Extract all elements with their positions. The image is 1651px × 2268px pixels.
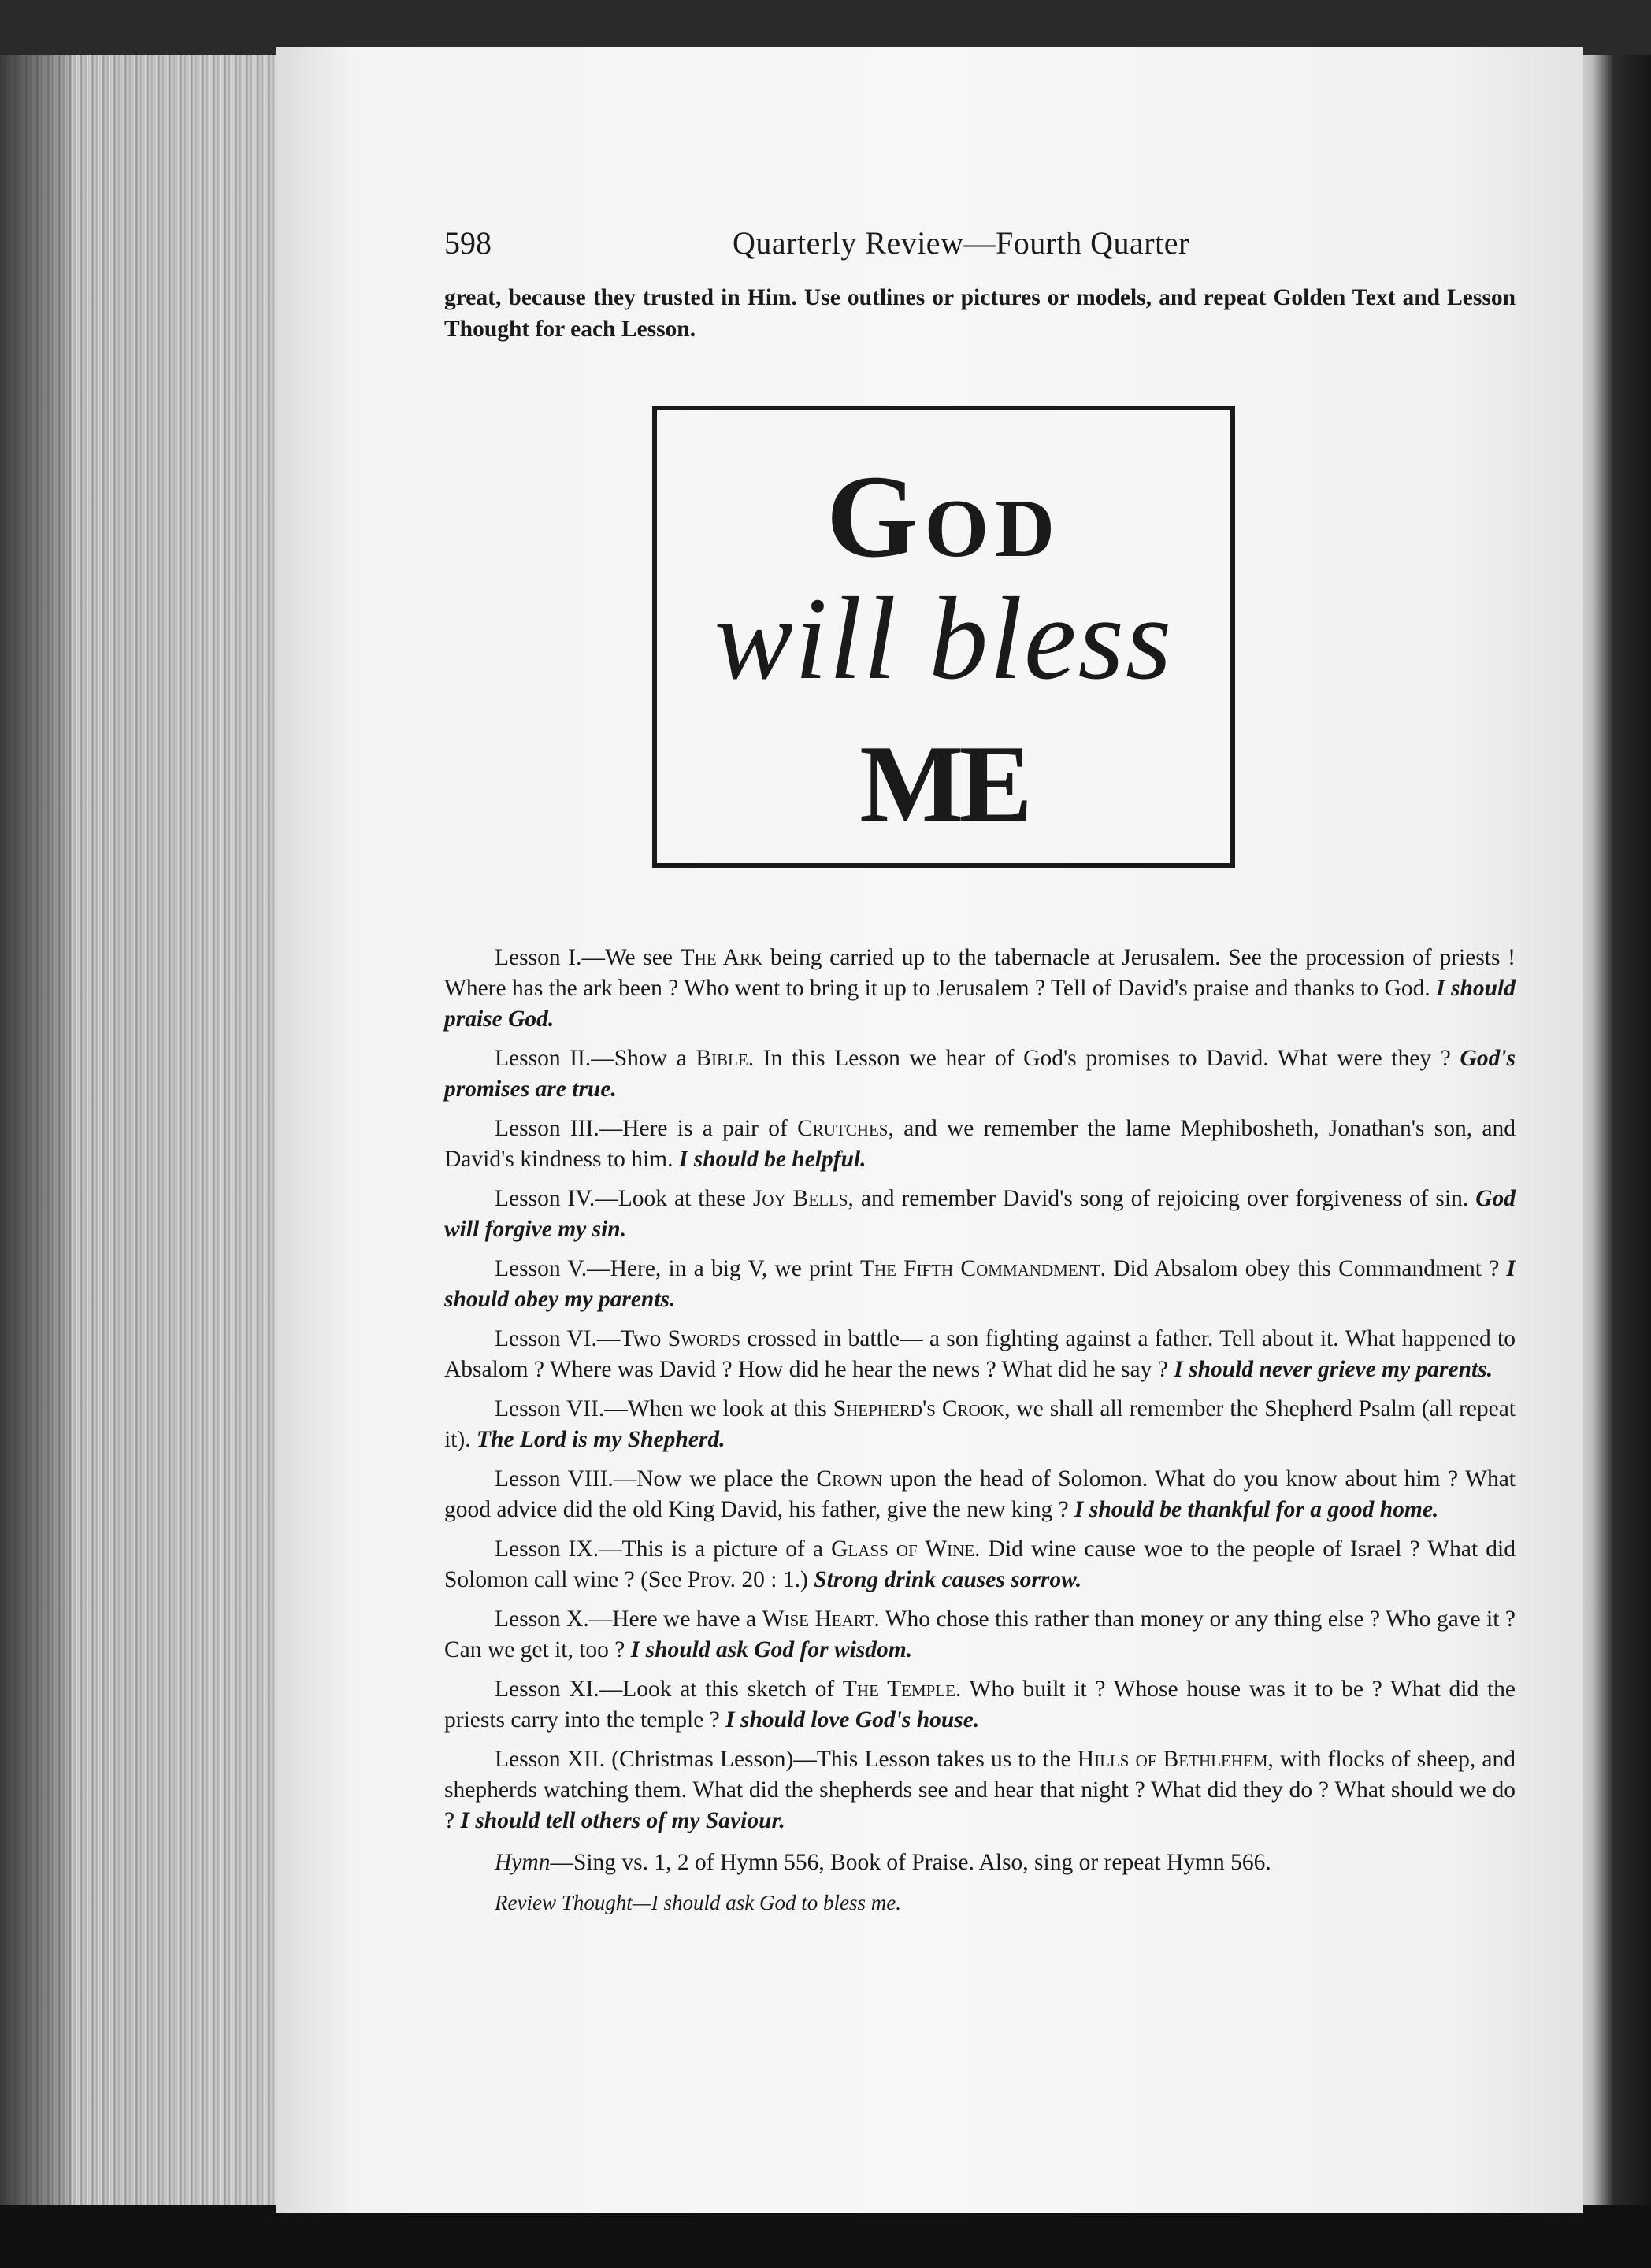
lesson-item: Lesson XII. (Christmas Lesson)—This Lesson takes us to the Hills of Bethlehem, with flocks of sheep, and shepherds watching them. What did the shepherds see and hear that night ? What did they do ? What should we do ? I should tell others of my Saviour. [444, 1747, 1516, 1833]
page-number: 598 [444, 225, 492, 261]
lesson-list [444, 943, 1516, 1918]
intro-paragraph [444, 282, 1516, 345]
lesson-item: Lesson I.—We see The Ark being carried up to the tabernacle at Jerusalem. See the procession of priests ! Where has the ark been ? Who went to bring it up to Jerusalem ? Tell of David's praise and thanks to God. I should praise God. [444, 945, 1516, 1032]
lesson-item: Lesson II.—Show a Bible. In this Lesson we hear of God's promises to David. What were they ? God's promises are true. [444, 1046, 1516, 1102]
motto-line-god: God [826, 451, 1062, 582]
review-thought: Review Thought—I should ask God to bless me. [495, 1891, 901, 1914]
lesson-item: Lesson VII.—When we look at this Shepherd's Crook, we shall all remember the Shepherd Psalm (all repeat it). The Lord is my Shepherd. [444, 1396, 1516, 1452]
page-header [276, 224, 1583, 272]
intro-text: great, because they trusted in Him. Use outlines or pictures or models, and repeat Golden Text and Lesson Thought for each Lesson. [444, 285, 1516, 342]
lesson-item: Lesson IX.—This is a picture of a Glass of Wine. Did wine cause woe to the people of Israel ? What did Solomon call wine ? (See Prov. 20 : 1.) Strong drink causes sorrow. [444, 1536, 1516, 1592]
hymn-instruction [444, 1847, 1516, 1878]
book-spine-shadow [0, 55, 71, 2213]
book-page [276, 47, 1583, 2213]
motto-illustration [652, 406, 1235, 868]
motto-line-will-bless: will bless [714, 573, 1174, 704]
lesson-item: Lesson VI.—Two Swords crossed in battle— a son fighting against a father. Tell about it. What happened to Absalom ? Where was David ? How did he hear the news ? What did he say ? I should never grieve my parents. [444, 1326, 1516, 1382]
hymn-text: —Sing vs. 1, 2 of Hymn 556, Book of Praise. Also, sing or repeat Hymn 566. [550, 1850, 1271, 1875]
running-title: Quarterly Review—Fourth Quarter [733, 225, 1189, 261]
lesson-item: Lesson V.—Here, in a big V, we print The Fifth Commandment. Did Absalom obey this Commandment ? I should obey my parents. [444, 1256, 1516, 1312]
scan-bottom-border [0, 2205, 1651, 2268]
lesson-item: Lesson X.—Here we have a Wise Heart. Who chose this rather than money or any thing else ? Who gave it ? Can we get it, too ? I should ask God for wisdom. [444, 1606, 1516, 1662]
lesson-item: Lesson IV.—Look at these Joy Bells, and remember David's song of rejoicing over forgiveness of sin. God will forgive my sin. [444, 1186, 1516, 1242]
hymn-label: Hymn [495, 1850, 551, 1875]
motto-line-me: ME [859, 723, 1028, 845]
lesson-item: Lesson III.—Here is a pair of Crutches, and we remember the lame Mephibosheth, Jonathan's son, and David's kindness to him. I should be helpful. [444, 1116, 1516, 1172]
lesson-item: Lesson VIII.—Now we place the Crown upon the head of Solomon. What do you know about him ? What good advice did the old King David, his father, give the new king ? I should be thankful for a good home. [444, 1466, 1516, 1522]
lesson-item: Lesson XI.—Look at this sketch of The Temple. Who built it ? Whose house was it to be ? What did the priests carry into the temple ? I should love God's house. [444, 1677, 1516, 1732]
